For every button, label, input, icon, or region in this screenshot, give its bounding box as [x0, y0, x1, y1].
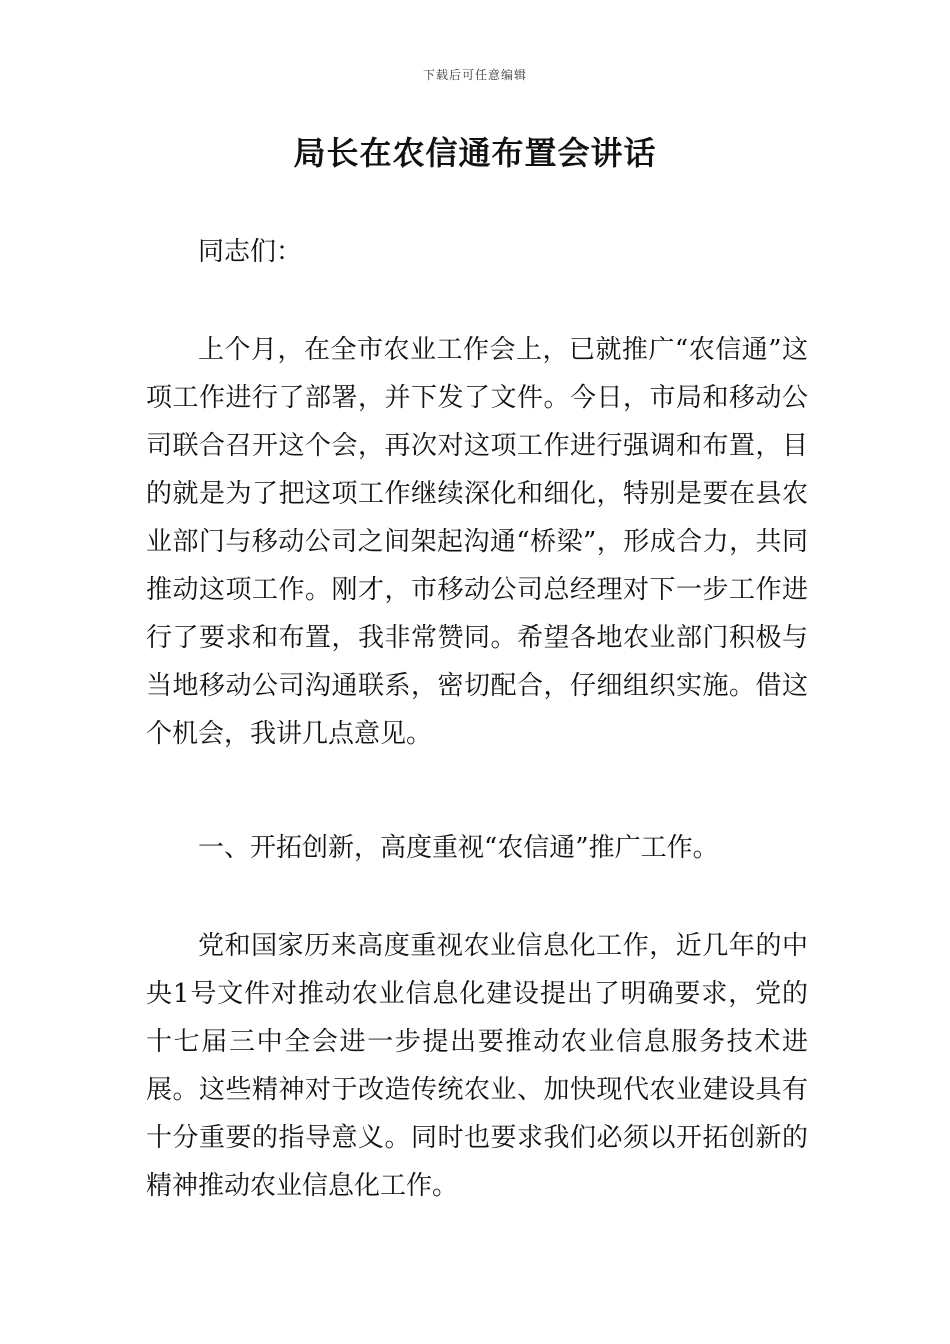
paragraph-section-1: 党和国家历来高度重视农业信息化工作，近几年的中央1号文件对推动农业信息化建设提出了明确要求，党的十七届三中全会进一步提出要推动农业信息服务技术进展。这些精神对于改造传统农业、加快现代农业建设具有十分重要的指导意义。同时也要求我们必须以开拓创新的精神推动农业信息化工作。	[146, 931, 808, 1201]
paragraph-opening: 上个月，在全市农业工作会上，已就推广“农信通”这项工作进行了部署，并下发了文件。今日，市局和移动公司联合召开这个会，再次对这项工作进行强调和布置，目的就是为了把这项工作继续深化和细化，特别是要在县农业部门与移动公司之间架起沟通“桥梁”，形成合力，共同推动这项工作。刚才，市移动公司总经理对下一步工作进行了要求和布置，我非常赞同。希望各地农业部门积极与当地移动公司沟通联系，密切配合，仔细组织实施。借这个机会，我讲几点意见。	[146, 335, 808, 749]
section-heading-1: 一、开拓创新，高度重视“农信通”推广工作。	[198, 833, 719, 863]
header-note: 下载后可任意编辑	[422, 68, 527, 82]
document-title: 局长在农信通布置会讲话	[293, 134, 657, 172]
salutation: 同志们：	[198, 237, 303, 267]
